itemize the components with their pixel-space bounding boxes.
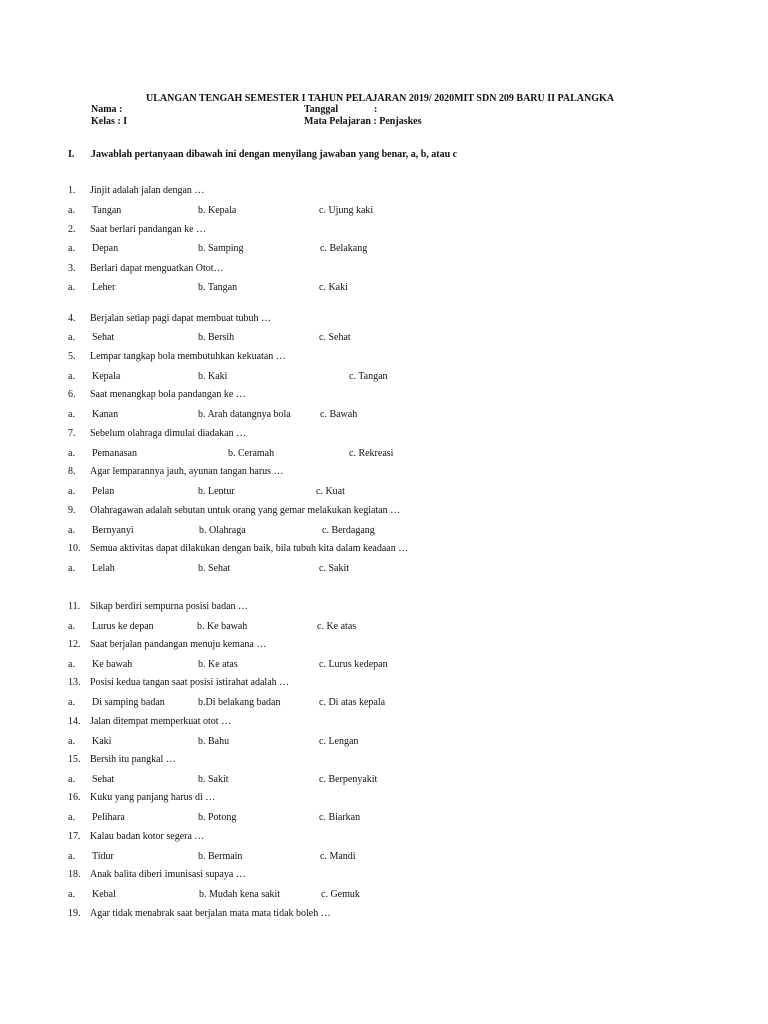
option-c: c. Tangan [349, 371, 388, 382]
option-a: Lelah [92, 563, 115, 574]
option-b: b. Ke bawah [197, 621, 248, 632]
option-c: c. Mandi [320, 851, 356, 862]
option-a-prefix: a. [68, 697, 75, 708]
question-text: Bersih itu pangkal … [90, 754, 176, 765]
option-c: c. Sehat [319, 332, 351, 343]
option-a: Di samping badan [92, 697, 165, 708]
question-number: 6. [68, 389, 76, 400]
question-number: 13. [68, 677, 81, 688]
tanggal-colon: : [374, 104, 378, 115]
question-number: 19. [68, 908, 81, 919]
option-a-prefix: a. [68, 282, 75, 293]
option-c: c. Lurus kedepan [319, 659, 388, 670]
option-a: Bernyanyi [92, 525, 134, 536]
option-a-prefix: a. [68, 563, 75, 574]
option-a: Kepala [92, 371, 121, 382]
page-title: ULANGAN TENGAH SEMESTER I TAHUN PELAJARAN 2019/ 2020MIT SDN 209 BARU II PALANGKA [146, 93, 615, 104]
option-a-prefix: a. [68, 243, 75, 254]
option-a-prefix: a. [68, 448, 75, 459]
option-b: b. Samping [198, 243, 244, 254]
question-text: Lempar tangkap bola membutuhkan kekuatan … [90, 351, 286, 362]
question-number: 14. [68, 716, 81, 727]
option-b: b. Sehat [198, 563, 231, 574]
option-b: b. Bersih [198, 332, 235, 343]
option-b: b. Kepala [198, 205, 237, 216]
option-a: Pemanasan [92, 448, 137, 459]
question-number: 5. [68, 351, 76, 362]
option-c: c. Ke atas [317, 621, 357, 632]
question-text: Olahragawan adalah sebutan untuk orang yang gemar melakukan kegiatan … [90, 505, 401, 516]
option-b: b. Sakit [198, 774, 229, 785]
option-a-prefix: a. [68, 889, 75, 900]
option-c: c. Bawah [320, 409, 358, 420]
option-b: b. Potong [198, 812, 237, 823]
option-b: b. Kaki [198, 371, 228, 382]
option-a-prefix: a. [68, 409, 75, 420]
option-a-prefix: a. [68, 812, 75, 823]
option-a-prefix: a. [68, 851, 75, 862]
option-a: Kanan [92, 409, 119, 420]
question-text: Anak balita diberi imunisasi supaya … [90, 869, 246, 880]
question-text: Saat berjalan pandangan menuju kemana … [90, 639, 267, 650]
question-text: Sebelum olahraga dimulai diadakan … [90, 428, 247, 439]
question-number: 2. [68, 224, 76, 235]
option-b: b. Lentur [198, 486, 235, 497]
question-number: 11. [68, 601, 81, 612]
question-number: 12. [68, 639, 81, 650]
question-text: Saat berlari pandangan ke … [90, 224, 207, 235]
option-c: c. Berpenyakit [319, 774, 378, 785]
question-number: 16. [68, 792, 81, 803]
option-b: b. Mudah kena sakit [199, 889, 281, 900]
option-b: b. Bahu [198, 736, 230, 747]
question-number: 15. [68, 754, 81, 765]
option-b: b. Tangan [198, 282, 238, 293]
option-b: b. Ke atas [198, 659, 238, 670]
option-a: Sehat [92, 332, 115, 343]
question-number: 3. [68, 263, 76, 274]
tanggal-label: Tanggal [304, 104, 339, 115]
option-a: Lurus ke depan [92, 621, 154, 632]
question-text: Jinjit adalah jalan dengan … [90, 185, 205, 196]
question-text: Kuku yang panjang harus di … [90, 792, 216, 803]
option-a: Pelihara [92, 812, 125, 823]
kelas-label: Kelas : I [91, 116, 128, 127]
question-text: Berlari dapat menguatkan Otot… [90, 263, 224, 274]
option-a-prefix: a. [68, 525, 75, 536]
question-text: Agar tidak menabrak saat berjalan mata mata tidak boleh … [90, 908, 331, 919]
option-a: Pelan [92, 486, 115, 497]
option-b: b. Olahraga [199, 525, 246, 536]
question-number: 7. [68, 428, 76, 439]
option-a-prefix: a. [68, 486, 75, 497]
option-b: b. Arah datangnya bola [198, 409, 291, 420]
option-a: Depan [92, 243, 119, 254]
option-c: c. Sakit [319, 563, 349, 574]
question-text: Posisi kedua tangan saat posisi istirahat adalah … [90, 677, 290, 688]
option-b: b.Di belakang badan [198, 697, 281, 708]
option-c: c. Rekreasi [349, 448, 394, 459]
option-c: c. Kuat [316, 486, 345, 497]
option-a-prefix: a. [68, 774, 75, 785]
question-number: 8. [68, 466, 76, 477]
question-text: Kalau badan kotor segera … [90, 831, 205, 842]
option-a: Sehat [92, 774, 115, 785]
option-a: Tangan [92, 205, 122, 216]
option-c: c. Ujung kaki [319, 205, 374, 216]
option-b: b. Ceramah [228, 448, 275, 459]
option-a-prefix: a. [68, 659, 75, 670]
question-text: Jalan ditempat memperkuat otot … [90, 716, 232, 727]
option-c: c. Di atas kepala [319, 697, 386, 708]
option-a: Tidur [92, 851, 114, 862]
option-c: c. Gemuk [321, 889, 360, 900]
option-a: Kaki [92, 736, 112, 747]
option-c: c. Biarkan [319, 812, 361, 823]
option-c: c. Berdagang [322, 525, 375, 536]
question-number: 9. [68, 505, 76, 516]
option-a: Kebal [92, 889, 116, 900]
question-text: Saat menangkap bola pandangan ke … [90, 389, 246, 400]
section-number: I. [68, 149, 75, 160]
question-text: Semua aktivitas dapat dilakukan dengan baik, bila tubuh kita dalam keadaan … [90, 543, 409, 554]
question-text: Sikap berdiri sempurna posisi badan … [90, 601, 249, 612]
question-number: 17. [68, 831, 81, 842]
option-c: c. Belakang [320, 243, 368, 254]
question-number: 18. [68, 869, 81, 880]
option-a-prefix: a. [68, 332, 75, 343]
option-b: b. Bermain [198, 851, 243, 862]
question-number: 1. [68, 185, 76, 196]
mapel-label: Mata Pelajaran : Penjaskes [304, 116, 422, 127]
option-a: Leher [92, 282, 116, 293]
section-instruction: Jawablah pertanyaan dibawah ini dengan menyilang jawaban yang benar, a, b, atau c [91, 149, 458, 160]
option-a: Ke bawah [92, 659, 133, 670]
question-number: 10. [68, 543, 81, 554]
option-a-prefix: a. [68, 621, 75, 632]
option-c: c. Lengan [319, 736, 359, 747]
nama-label: Nama : [91, 104, 123, 115]
option-a-prefix: a. [68, 736, 75, 747]
question-text: Agar lemparannya jauh, ayunan tangan harus … [90, 466, 284, 477]
option-a-prefix: a. [68, 371, 75, 382]
option-c: c. Kaki [319, 282, 348, 293]
question-text: Berjalan setiap pagi dapat membuat tubuh … [90, 313, 272, 324]
question-number: 4. [68, 313, 76, 324]
option-a-prefix: a. [68, 205, 75, 216]
